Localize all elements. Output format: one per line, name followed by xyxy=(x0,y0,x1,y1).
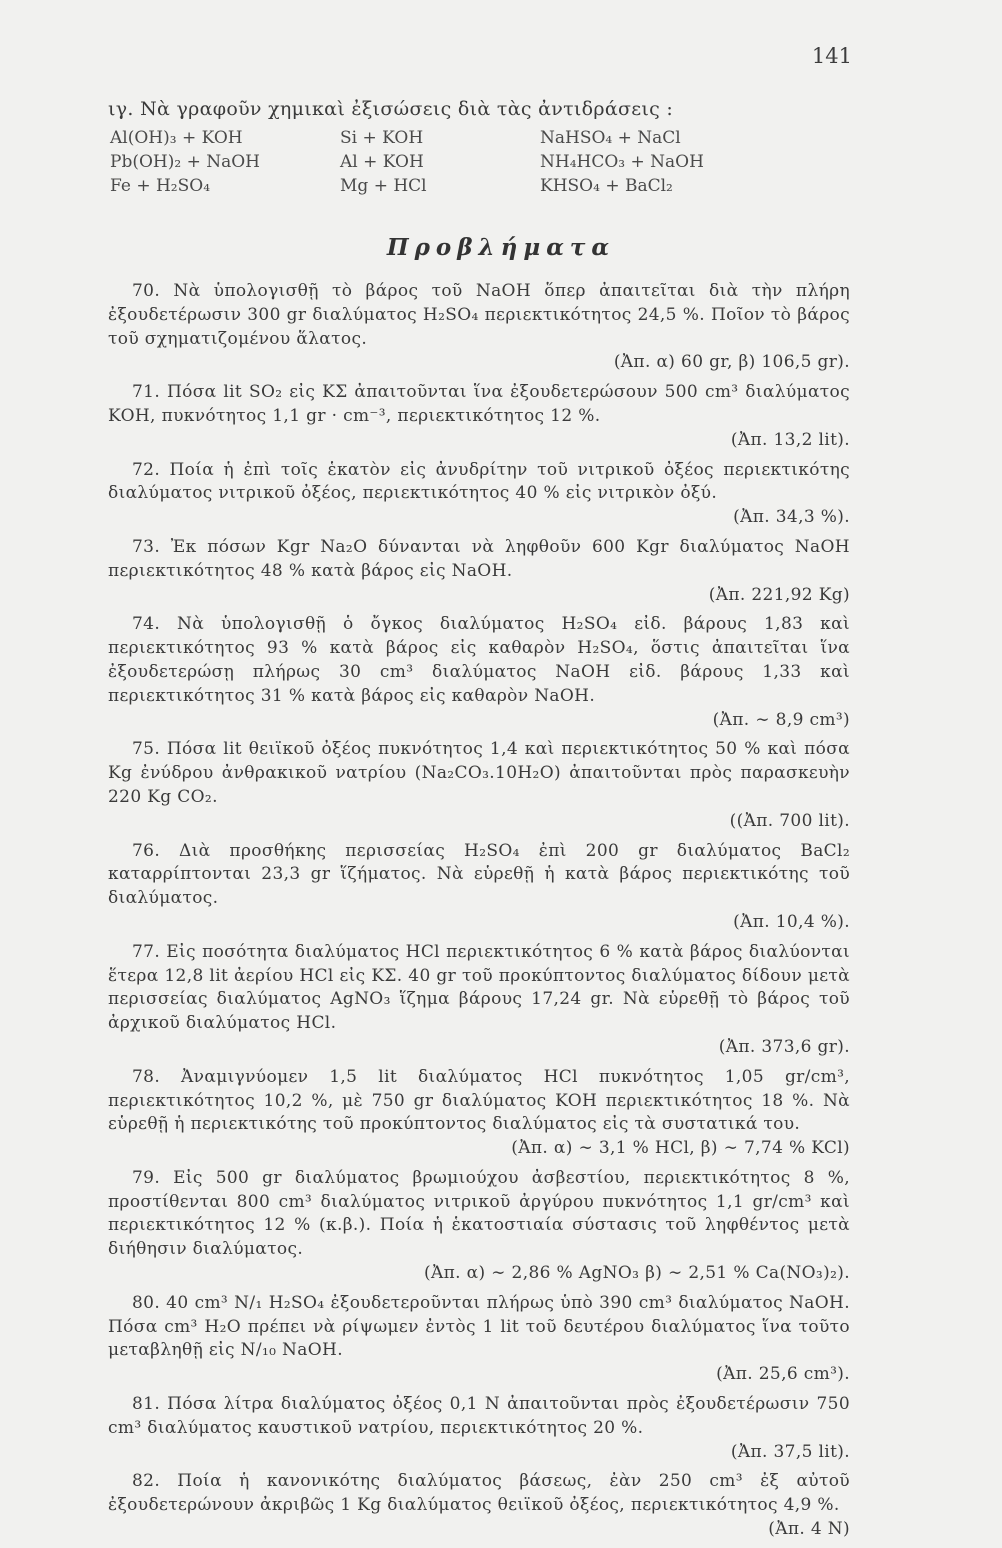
problem-number: 73. xyxy=(132,536,161,557)
problem-number: 79. xyxy=(132,1167,161,1188)
problem-81 xyxy=(108,1393,850,1464)
problem-text: Ἀναμιγνύομεν 1,5 lit διαλύματος HCl πυκνότητος 1,05 gr/cm³, περιεκτικότητος 10,2 %, μὲ 750 gr διαλύματος KOH περιεκτικότητος 18 %. Νὰ εὑρεθῇ ἡ περιεκτικότης τοῦ προκύπτοντος διαλύματος εἰς τὰ συστατικά του. xyxy=(108,1066,850,1135)
reaction: Al + KOH xyxy=(340,152,424,172)
problem-text: Ἐκ πόσων Kgr Na₂O δύνανται νὰ ληφθοῦν 600 Kgr διαλύματος NaOH περιεκτικότητος 48 % κατὰ βάρος εἰς NaOH. xyxy=(108,536,850,581)
reaction: Pb(OH)₂ + NaOH xyxy=(110,152,260,172)
problem-number: 77. xyxy=(132,941,161,962)
problem-79 xyxy=(108,1167,850,1286)
reaction: Al(OH)₃ + KOH xyxy=(110,128,243,148)
problem-answer: (Ἀπ. 25,6 cm³). xyxy=(716,1364,850,1385)
problem-number: 71. xyxy=(132,382,161,403)
problem-text: Ποία ἡ κανονικότης διαλύματος βάσεως, ἐὰν 250 cm³ ἐξ αὐτοῦ ἐξουδετερώνουν ἀκριβῶς 1 Kg διαλύματος θειϊκοῦ ὀξέος, περιεκτικότητος 4,9 %. xyxy=(108,1471,850,1516)
problem-answer: ((Ἀπ. 700 lit). xyxy=(729,810,850,831)
reaction: NaHSO₄ + NaCl xyxy=(540,128,681,148)
problem-number: 81. xyxy=(132,1394,161,1415)
problem-78 xyxy=(108,1066,850,1161)
problem-76 xyxy=(108,840,850,935)
problem-82 xyxy=(108,1470,850,1541)
problem-number: 75. xyxy=(132,739,161,760)
problem-answer: (Ἀπ. 37,5 lit). xyxy=(730,1441,850,1462)
reaction: Fe + H₂SO₄ xyxy=(110,176,211,196)
problems-list xyxy=(108,280,850,1548)
reactions-column-1 xyxy=(110,126,340,198)
intro-heading: ιγ. Νὰ γραφοῦν χημικαὶ ἐξισώσεις διὰ τὰς ἀντιδράσεις : xyxy=(108,98,674,120)
problem-number: 82. xyxy=(132,1471,161,1492)
problem-answer: (Ἀπ. 221,92 Kg) xyxy=(708,584,850,605)
problem-answer: (Ἀπ. 13,2 lit). xyxy=(730,429,850,450)
problem-answer: (Ἀπ. 10,4 %). xyxy=(733,911,850,932)
reactions-grid xyxy=(110,126,850,198)
problem-answer: (Ἀπ. 34,3 %). xyxy=(733,507,850,528)
problem-80 xyxy=(108,1292,850,1387)
problem-70 xyxy=(108,280,850,375)
reaction: NH₄HCO₃ + NaOH xyxy=(540,152,704,172)
problem-answer: (Ἀπ. α) ∼ 3,1 % HCl, β) ∼ 7,74 % KCl) xyxy=(511,1138,850,1159)
reaction: Si + KOH xyxy=(340,128,424,148)
problem-answer: (Ἀπ. α) 60 gr, β) 106,5 gr). xyxy=(613,352,850,373)
problem-text: Εἰς 500 gr διαλύματος βρωμιούχου ἀσβεστίου, περιεκτικότητος 8 %, προστίθενται 800 cm³ διαλύματος νιτρικοῦ ἀργύρου πυκνότητος 1,1 gr/cm³ καὶ περιεκτικότητος 12 % (κ.β.). Ποία ἡ ἑκατοστιαία σύστασις τοῦ ληφθέντος μετὰ διήθησιν διαλύματος. xyxy=(108,1167,850,1260)
problem-answer: (Ἀπ. α) ∼ 2,86 % AgNO₃ β) ∼ 2,51 % Ca(NO₃)₂). xyxy=(423,1263,850,1284)
problem-74 xyxy=(108,613,850,732)
section-title: Προβλήματα xyxy=(386,234,616,261)
problem-text: Πόσα λίτρα διαλύματος ὀξέος 0,1 N ἀπαιτοῦνται πρὸς ἐξουδετέρωσιν 750 cm³ διαλύματος καυστικοῦ νατρίου, περιεκτικότητος 20 %. xyxy=(108,1394,850,1438)
problem-72 xyxy=(108,459,850,530)
page-number: 141 xyxy=(811,44,852,68)
problem-answer: (Ἀπ. ∼ 8,9 cm³) xyxy=(712,709,850,730)
problem-number: 76. xyxy=(132,840,161,861)
problem-text: Πόσα lit SO₂ εἰς ΚΣ ἀπαιτοῦνται ἵνα ἐξουδετερώσουν 500 cm³ διαλύματος KOH, πυκνότητος 1,1 gr · cm⁻³, περιεκτικότητος 12 %. xyxy=(108,382,850,426)
problem-text: Νὰ ὑπολογισθῇ τὸ βάρος τοῦ NaOH ὅπερ ἀπαιτεῖται διὰ τὴν πλήρη ἐξουδετέρωσιν 300 gr διαλύματος H₂SO₄ περιεκτικότητος 24,5 %. Ποῖον τὸ βάρος τοῦ σχηματιζομένου ἅλατος. xyxy=(108,281,850,349)
reactions-column-2 xyxy=(340,126,540,198)
reaction: KHSO₄ + BaCl₂ xyxy=(540,176,673,196)
problem-number: 80. xyxy=(132,1292,161,1313)
problem-number: 70. xyxy=(132,281,161,301)
problem-number: 78. xyxy=(132,1066,161,1087)
problem-text: 40 cm³ N/₁ H₂SO₄ ἐξουδετεροῦνται πλήρως ὑπὸ 390 cm³ διαλύματος NaOH. Πόσα cm³ H₂O πρέπει νὰ ρίψωμεν ἐντὸς 1 lit τοῦ δευτέρου διαλύματος ἵνα τοῦτο μεταβληθῇ εἰς N/₁₀ NaOH. xyxy=(108,1292,850,1361)
problem-73 xyxy=(108,536,850,607)
problem-text: Ποία ἡ ἐπὶ τοῖς ἑκατὸν εἰς ἀνυδρίτην τοῦ νιτρικοῦ ὀξέος περιεκτικότης διαλύματος νιτρικοῦ ὀξέος, περιεκτικότητος 40 % εἰς νιτρικὸν ὀξύ. xyxy=(108,459,850,504)
problem-text: Νὰ ὑπολογισθῇ ὁ ὄγκος διαλύματος H₂SO₄ εἰδ. βάρους 1,83 καὶ περιεκτικότητος 93 % κατὰ βάρος εἰς καθαρὸν H₂SO₄, ὅστις ἀπαιτεῖται ἵνα ἐξουδετερώσῃ πλήρως 30 cm³ διαλύματος NaOH εἰδ. βάρους 1,33 καὶ περιεκτικότητος 31 % κατὰ βάρος εἰς καθαρὸν NaOH. xyxy=(108,614,851,706)
problem-text: Πόσα lit θειϊκοῦ ὀξέος πυκνότητος 1,4 καὶ περιεκτικότητος 50 % καὶ πόσα Kg ἐνύδρου ἀνθρακικοῦ νατρίου (Na₂CO₃.10H₂O) ἀπαιτοῦνται πρὸς παρασκευὴν 220 Kg CO₂. xyxy=(108,739,850,807)
problem-75 xyxy=(108,738,850,833)
problem-number: 72. xyxy=(132,459,161,480)
problem-71 xyxy=(108,381,850,452)
problem-answer: (Ἀπ. 4 N) xyxy=(768,1519,850,1540)
problem-answer: (Ἀπ. 373,6 gr). xyxy=(718,1036,850,1057)
problem-text: Διὰ προσθήκης περισσείας H₂SO₄ ἐπὶ 200 gr διαλύματος BaCl₂ καταρρίπτονται 23,3 gr ἵζήματος. Νὰ εὑρεθῇ ἡ κατὰ βάρος περιεκτικότης τοῦ διαλύματος. xyxy=(108,840,850,909)
problem-77 xyxy=(108,941,850,1060)
reactions-column-3 xyxy=(540,126,840,198)
reaction: Mg + HCl xyxy=(340,176,427,196)
problem-number: 74. xyxy=(132,614,161,635)
problem-text: Εἰς ποσότητα διαλύματος HCl περιεκτικότητος 6 % κατὰ βάρος διαλύονται ἕτερα 12,8 lit ἀερίου HCl εἰς ΚΣ. 40 gr τοῦ προκύπτοντος διαλύματος δίδουν μετὰ περισσείας διαλύματος AgNO₃ ἵζημα βάρους 17,24 gr. Νὰ εὑρεθῇ τὸ βάρος τοῦ ἀρχικοῦ διαλύματος HCl. xyxy=(108,941,850,1034)
